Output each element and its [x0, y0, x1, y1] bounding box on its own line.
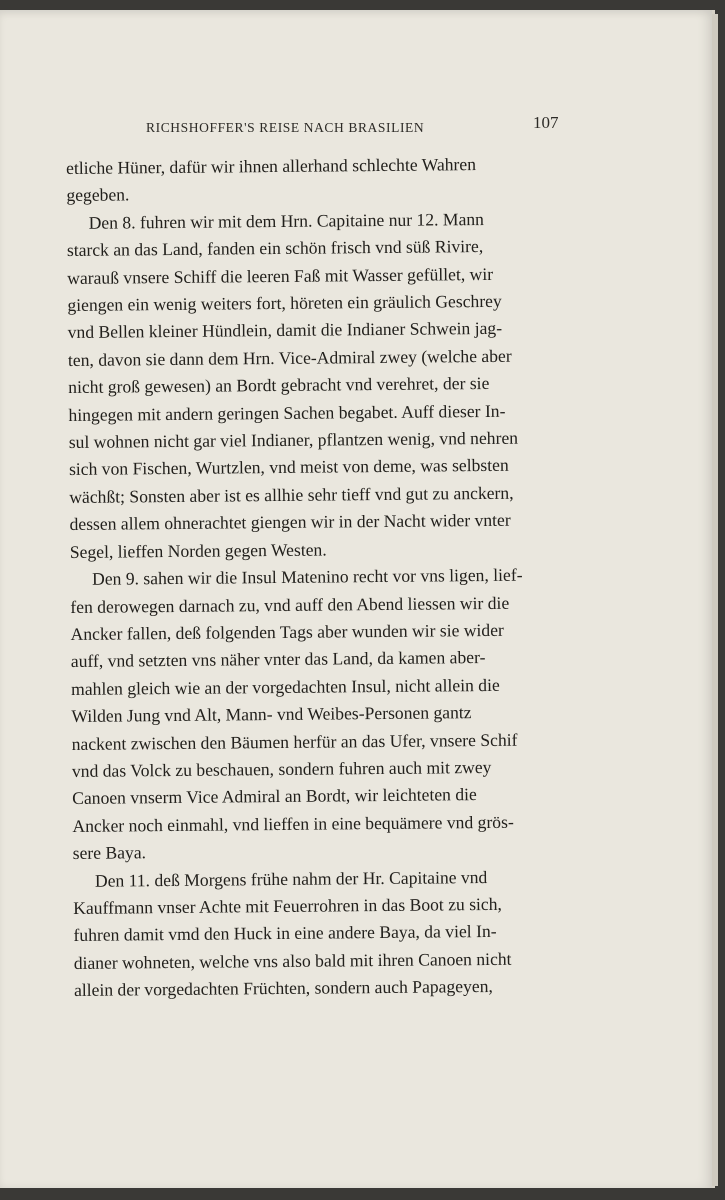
text-line: auff, vnd setzten vns näher vnter das Land, da kamen aber-: [70, 647, 486, 672]
text-line: Kauffmann vnser Achte mit Feuerrohren in das Boot zu sich,: [73, 893, 502, 918]
page-number: 107: [533, 113, 559, 132]
text-line: nackent zwischen den Bäumen herfür an das Ufer, vnsere Schif: [71, 729, 518, 754]
text-line: hingegen mit andern geringen Sachen begabet. Auff dieser In-: [68, 400, 506, 425]
text-line: allein der vorgedachten Früchten, sondern auch Papageyen,: [73, 976, 493, 1001]
text-line: vnd Bellen kleiner Hündlein, damit die Indianer Schwein jag-: [67, 318, 503, 343]
text-line: dessen allem ohnerachtet giengen wir in der Nacht wider vnter: [69, 510, 511, 535]
paragraph-start-line: Den 8. fuhren wir mit dem Hrn. Capitaine nur 12. Mann: [88, 208, 485, 233]
text-line: gegeben.: [66, 184, 130, 206]
text-line: fuhren damit vmd den Huck in eine andere Baya, da viel In-: [73, 921, 497, 946]
text-line: starck an das Land, fanden ein schön frisch vnd süß Rivire,: [66, 236, 484, 261]
text-line: giengen ein wenig weiters fort, höreten ein gräulich Geschrey: [67, 290, 502, 316]
text-line: mahlen gleich wie an der vorgedachten Insul, nicht allein die: [71, 674, 500, 699]
text-line: etliche Hüner, dafür wir ihnen allerhand schlechte Wahren: [66, 154, 477, 178]
text-line: fen derowegen darnach zu, vnd auff den Abend liessen wir die: [70, 592, 510, 617]
body-text: [66, 150, 579, 1004]
text-line: nicht groß gewesen) an Bordt gebracht vnd verehret, der sie: [68, 373, 490, 398]
paragraph-start-line: Den 11. deß Morgens frühe nahm der Hr. Capitaine vnd: [94, 866, 488, 891]
text-line: wächßt; Sonsten aber ist es allhie sehr tieff vnd gut zu anckern,: [69, 482, 514, 507]
text-line: sere Baya.: [72, 842, 147, 864]
book-page: [0, 10, 715, 1188]
text-line: Canoen vnserm Vice Admiral an Bordt, wir leichteten die: [72, 784, 477, 809]
text-line: Segel, lieffen Norden gegen Westen.: [69, 539, 327, 562]
text-line: Wilden Jung vnd Alt, Mann- vnd Weibes-Personen gantz: [71, 702, 472, 727]
text-line: dianer wohneten, welche vns also bald mit ihren Canoen nicht: [73, 948, 512, 973]
text-line: sich von Fischen, Wurtzlen, vnd meist von deme, was selbsten: [68, 455, 509, 480]
running-head: RICHSHOFFER'S REISE NACH BRASILIEN: [146, 120, 425, 135]
text-line: Ancker fallen, deß folgenden Tags aber wunden wir sie wider: [70, 619, 504, 644]
paragraph-start-line: Den 9. sahen wir die Insul Matenino recht vor vns ligen, lief-: [91, 564, 523, 589]
text-line: vnd das Volck zu beschauen, sondern fuhren auch mit zwey: [71, 756, 492, 781]
text-line: Ancker noch einmahl, vnd lieffen in eine bequämere vnd grös-: [72, 811, 514, 836]
text-line: sul wohnen nicht gar viel Indianer, pflantzen wenig, vnd nehren: [68, 427, 519, 453]
text-line: warauß vnsere Schiff die leeren Faß mit Wasser gefüllet, wir: [67, 263, 494, 288]
page-edge: [712, 14, 718, 1186]
text-line: ten, davon sie dann dem Hrn. Vice-Admiral zwey (welche aber: [67, 345, 512, 370]
